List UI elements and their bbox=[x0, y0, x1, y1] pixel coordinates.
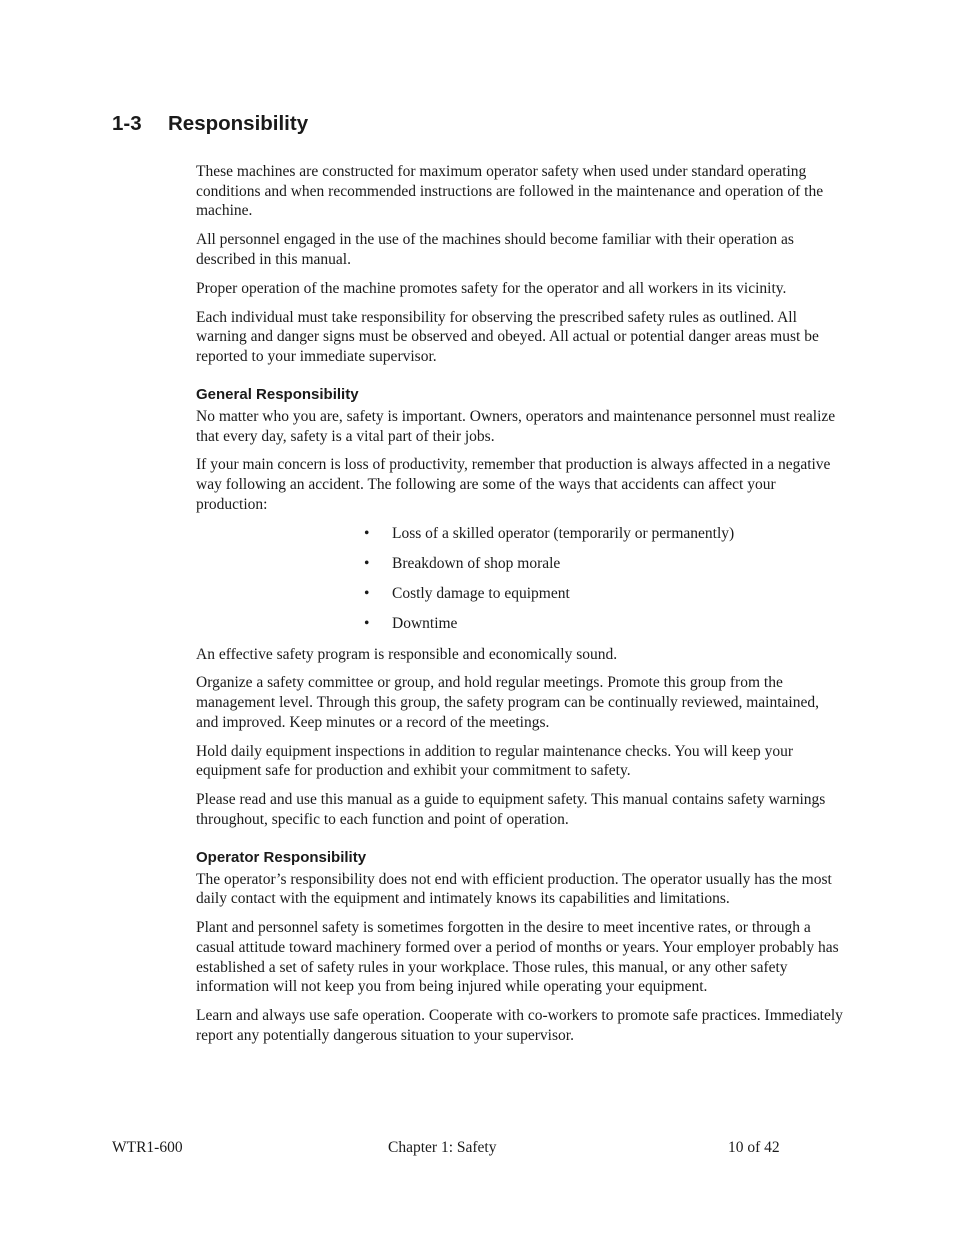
general-paragraph: Organize a safety committee or group, and hold regular meetings. Promote this group from the management level. Through this group, the safety program can be continually reviewed, maintained, and improved. Keep minutes or a record of the meetings. bbox=[196, 674, 819, 731]
list-item-text: Costly damage to equipment bbox=[392, 585, 570, 603]
general-paragraph: If your main concern is loss of productivity, remember that production is always affected in a negative way following an accident. The following are some of the ways that accidents can affect your production: bbox=[196, 456, 831, 513]
list-item bbox=[364, 584, 844, 604]
accident-effects-list bbox=[196, 524, 844, 634]
footer-model: WTR1-600 bbox=[112, 1139, 183, 1156]
list-item bbox=[364, 524, 844, 544]
general-paragraph: Hold daily equipment inspections in addition to regular maintenance checks. You will keep your equipment safe for production and exhibit your commitment to safety. bbox=[196, 742, 794, 780]
intro-paragraph: All personnel engaged in the use of the machines should become familiar with their operation as described in this manual. bbox=[196, 231, 794, 268]
general-paragraph: No matter who you are, safety is important. Owners, operators and maintenance personnel must realize that every day, safety is a vital part of their jobs. bbox=[196, 407, 836, 445]
intro-paragraph: Proper operation of the machine promotes safety for the operator and all workers in its vicinity. bbox=[196, 279, 787, 297]
page-footer bbox=[112, 1138, 812, 1158]
operator-paragraph: Learn and always use safe operation. Cooperate with co-workers to promote safe practices. Immediately report any potentially dangerous situation to your supervisor. bbox=[196, 1007, 843, 1045]
bullet-icon: • bbox=[364, 524, 370, 542]
section-number: 1-3 bbox=[112, 112, 142, 135]
footer-page-number: 10 of 42 bbox=[728, 1139, 780, 1156]
section-heading bbox=[112, 110, 308, 138]
general-paragraph: An effective safety program is responsible and economically sound. bbox=[196, 645, 618, 663]
bullet-icon: • bbox=[364, 615, 370, 633]
section-title: Responsibility bbox=[168, 112, 309, 135]
list-item bbox=[364, 554, 844, 574]
intro-paragraph: Each individual must take responsibility for observing the prescribed safety rules as outlined. All warning and danger signs must be observed and obeyed. All actual or potential danger areas must be reported to your immediate supervisor. bbox=[196, 308, 819, 366]
footer-chapter: Chapter 1: Safety bbox=[388, 1139, 497, 1156]
operator-responsibility-heading: Operator Responsibility bbox=[196, 848, 367, 866]
operator-paragraph: Plant and personnel safety is sometimes forgotten in the desire to meet incentive rates, or through a casual attitude toward machinery formed over a period of months or years. Your employer probably has established a set of safety rules in your workplace. Those rules, this manual, or any other safety information will not keep you from being injured while operating your equipment. bbox=[196, 919, 839, 996]
general-paragraph: Please read and use this manual as a guide to equipment safety. This manual contains safety warnings throughout, specific to each function and point of operation. bbox=[196, 791, 826, 829]
list-item-text: Downtime bbox=[392, 615, 458, 633]
list-item-text: Breakdown of shop morale bbox=[392, 554, 561, 572]
list-item-text: Loss of a skilled operator (temporarily or permanently) bbox=[392, 524, 735, 542]
bullet-icon: • bbox=[364, 585, 370, 603]
list-item bbox=[364, 614, 844, 634]
general-responsibility-heading: General Responsibility bbox=[196, 385, 359, 403]
intro-paragraph: These machines are constructed for maximum operator safety when used under standard operating conditions and when recommended instructions are followed in the maintenance and operation of the machine. bbox=[196, 163, 824, 220]
section-body bbox=[196, 162, 844, 1055]
operator-paragraph: The operator’s responsibility does not end with efficient production. The operator usually has the most daily contact with the equipment and intimately knows its capabilities and limitations. bbox=[196, 870, 832, 908]
bullet-icon: • bbox=[364, 554, 370, 572]
